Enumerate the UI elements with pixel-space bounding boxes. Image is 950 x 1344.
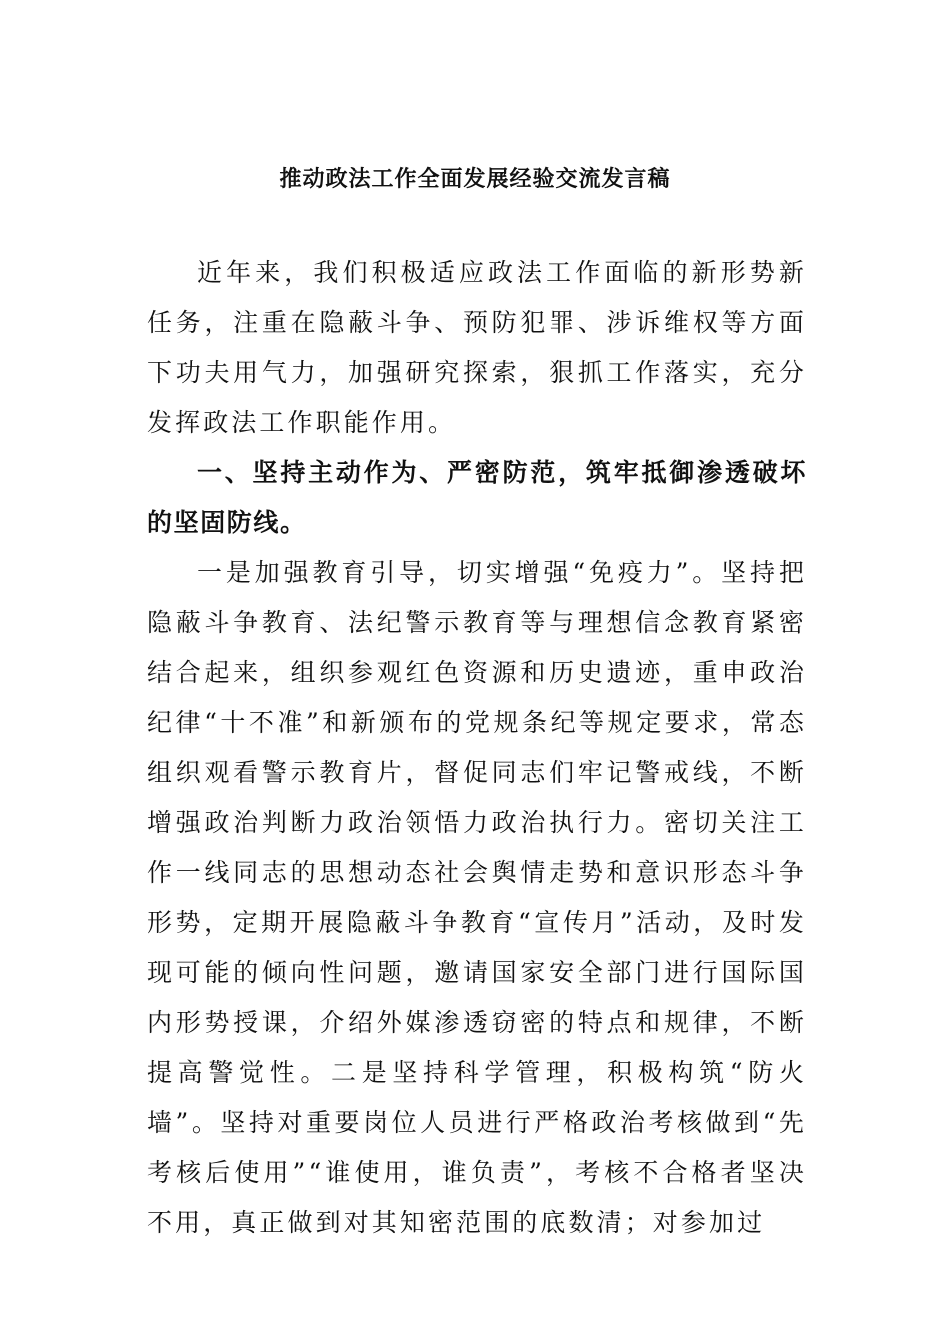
- document-body: [147, 248, 807, 1248]
- section-heading-1: 一、坚持主动作为、严密防范，筑牢抵御渗透破坏的坚固防线。: [147, 458, 807, 537]
- document-title: 推动政法工作全面发展经验交流发言稿: [279, 167, 671, 192]
- section-1-body-paragraph: 一是加强教育引导，切实增强“免疫力”。坚持把隐蔽斗争教育、法纪警示教育等与理想信念教育紧密结合起来，组织参观红色资源和历史遗迹，重申政治纪律“十不准”和新颁布的党规条纪等规定要求，常态组织观看警示教育片，督促同志们牢记警戒线，不断增强政治判断力政治领悟力政治执行力。密切关注工作一线同志的思想动态社会舆情走势和意识形态斗争形势，定期开展隐蔽斗争教育“宣传月”活动，及时发现可能的倾向性问题，邀请国家安全部门进行国际国内形势授课，介绍外媒渗透窃密的特点和规律，不断提高警觉性。二是坚持科学管理，积极构筑“防火墙”。坚持对重要岗位人员进行严格政治考核做到“先考核后使用”“谁使用，谁负责”，考核不合格者坚决不用，真正做到对其知密范围的底数清；对参加过: [147, 558, 807, 1237]
- intro-paragraph: 近年来，我们积极适应政法工作面临的新形势新任务，注重在隐蔽斗争、预防犯罪、涉诉维权等方面下功夫用气力，加强研究探索，狠抓工作落实，充分发挥政法工作职能作用。: [147, 258, 807, 437]
